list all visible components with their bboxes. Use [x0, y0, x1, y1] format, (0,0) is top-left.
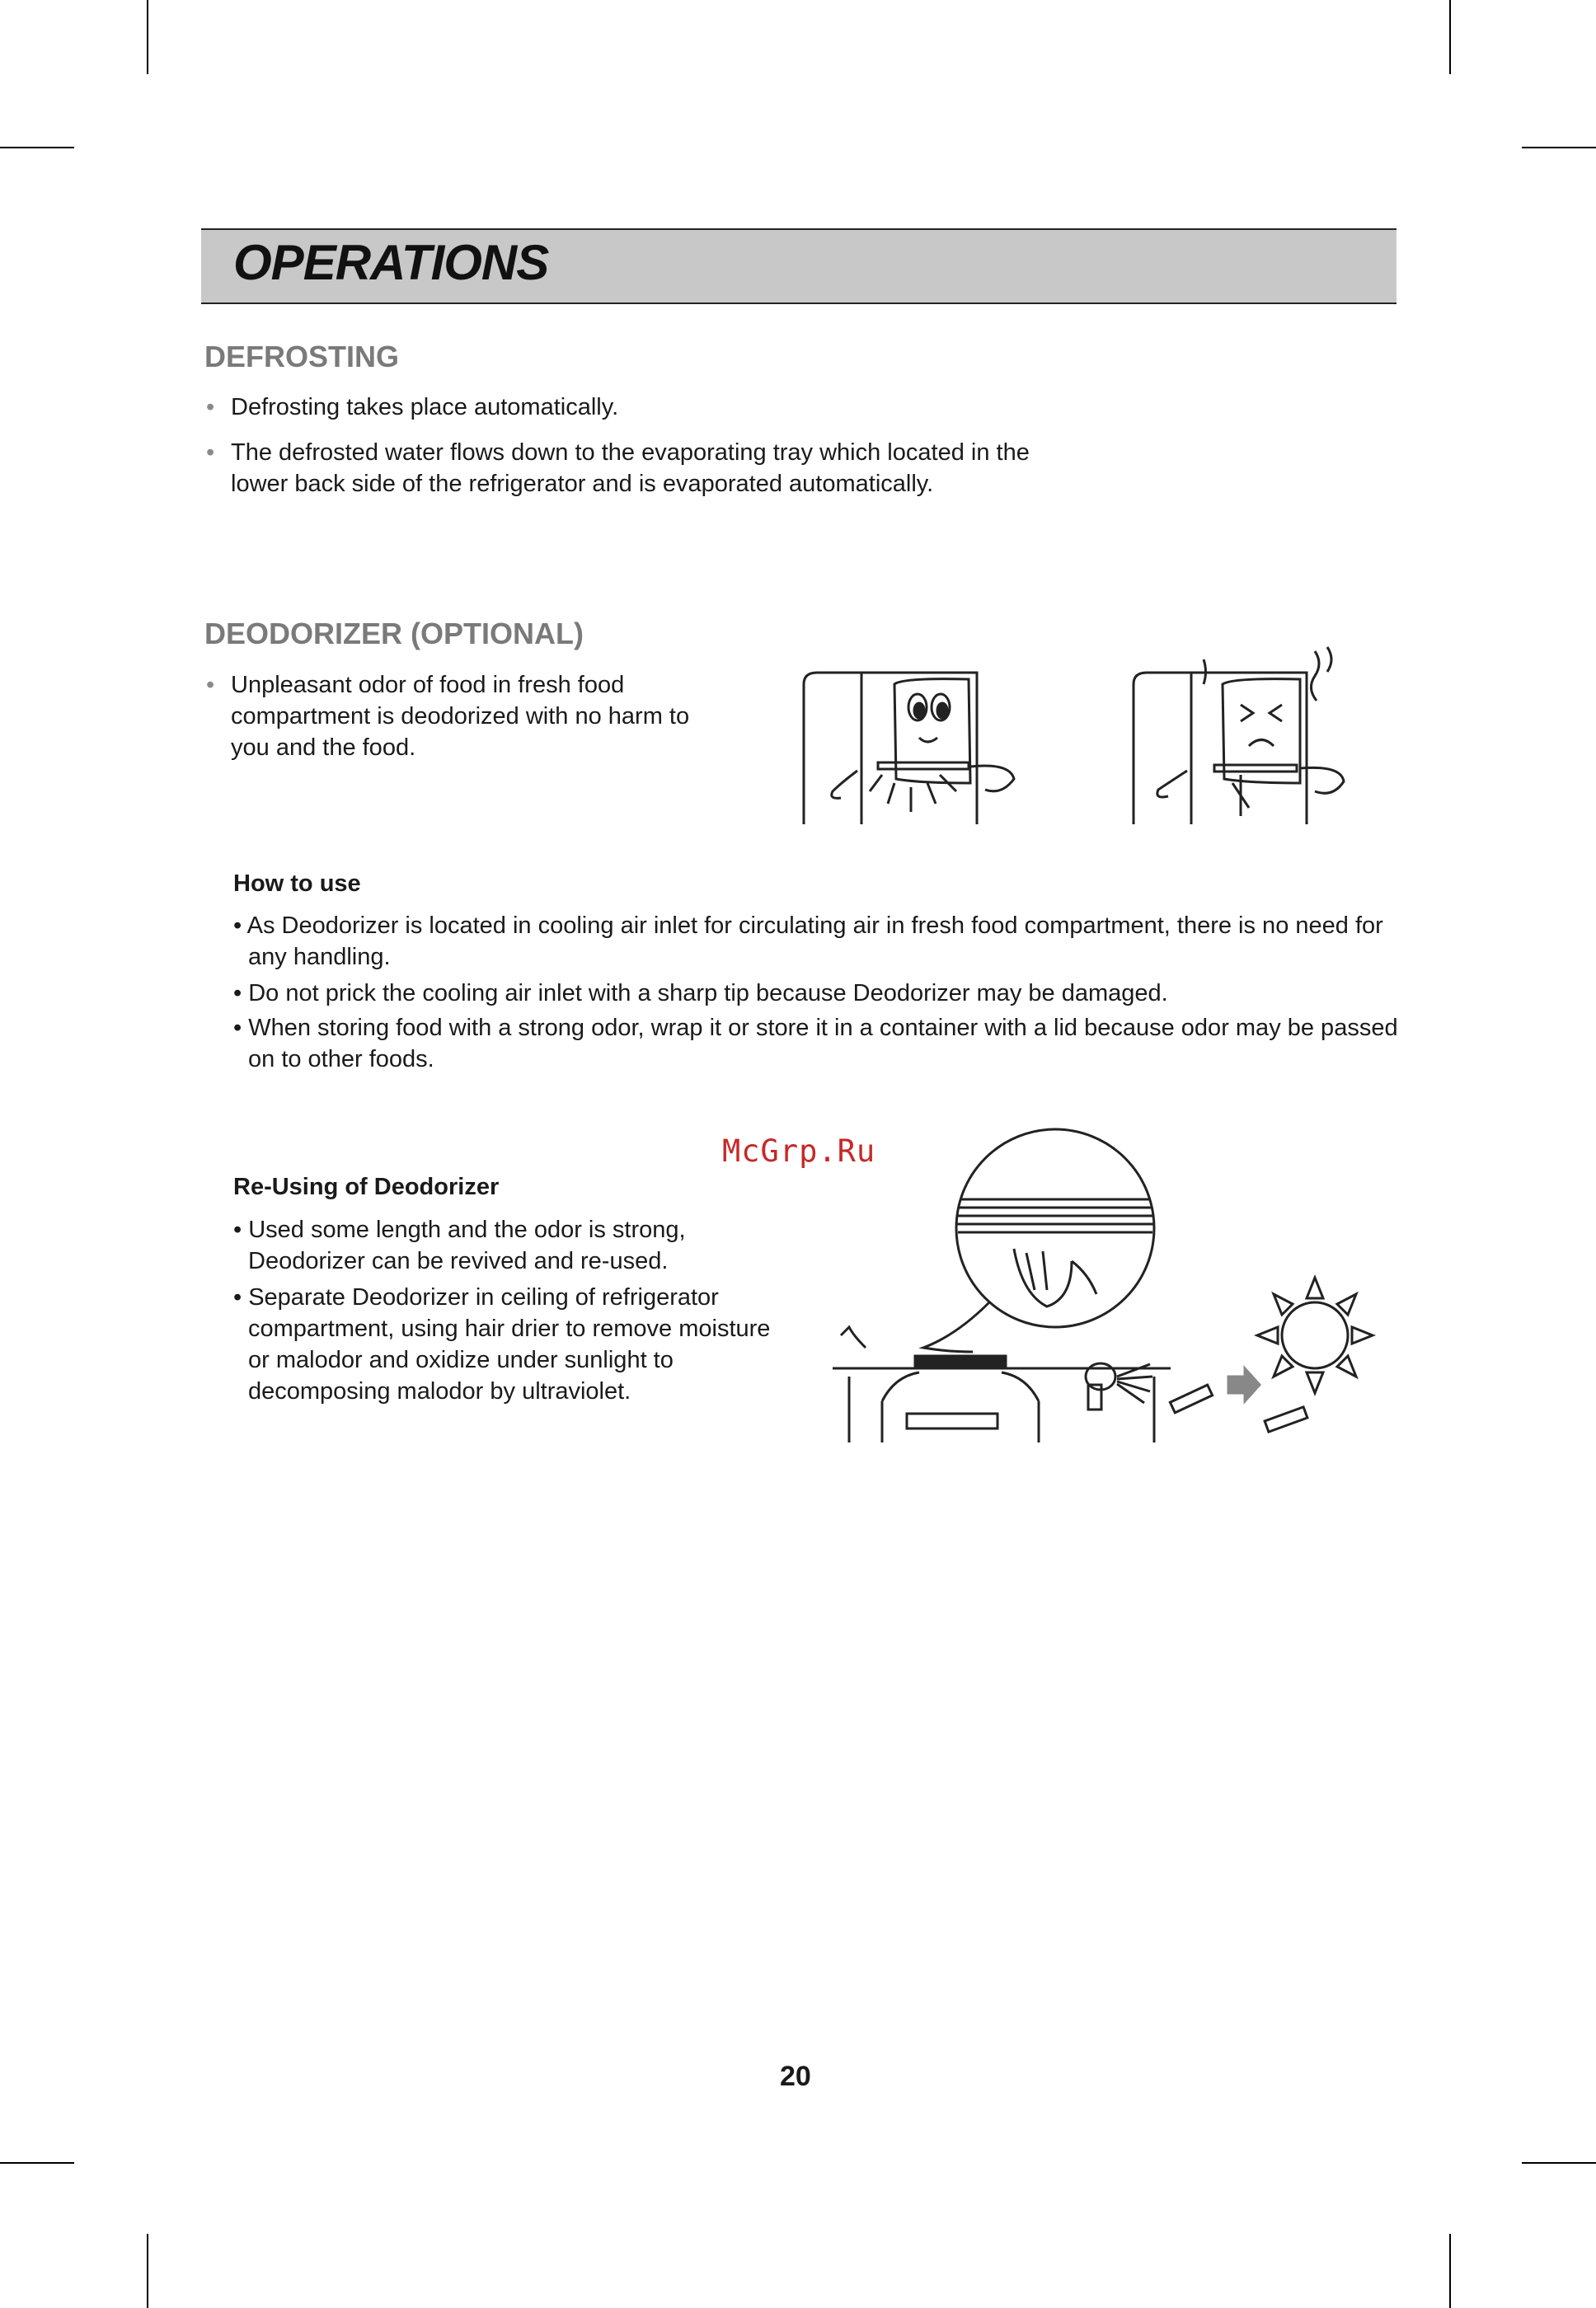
how-to-use-item: • When storing food with a strong odor, wrap it or store it in a container with a lid because odor may be passed on to other foods. — [233, 1015, 1398, 1072]
deodorizer-title: DEODORIZER (OPTIONAL) — [204, 617, 584, 650]
deodorizer-reuse-illustration — [824, 1129, 1393, 1442]
crop-mark — [0, 147, 74, 148]
page-title: OPERATIONS — [233, 235, 549, 290]
crop-mark — [1449, 2234, 1451, 2308]
defrosting-bullet-text: Defrosting takes place automatically. — [231, 394, 619, 420]
crop-mark — [147, 2234, 148, 2308]
defrosting-bullet — [206, 392, 1055, 423]
reusing-title: Re-Using of Deodorizer — [233, 1174, 500, 1200]
defrosting-title: DEFROSTING — [204, 340, 400, 373]
deodorizer-bullet — [206, 669, 734, 763]
crop-mark — [0, 2162, 74, 2164]
crop-mark — [147, 0, 148, 74]
crop-mark — [1449, 0, 1451, 74]
page-number: 20 — [780, 2061, 811, 2092]
defrosting-bullet — [206, 437, 1055, 500]
crop-mark — [1522, 147, 1596, 148]
bullet-dot: • — [206, 672, 215, 698]
bullet-dot: • — [206, 439, 215, 466]
crop-mark — [1522, 2162, 1596, 2164]
how-to-use-title: How to use — [233, 870, 361, 897]
reusing-item: • Used some length and the odor is strong, Deodorizer can be revived and re-used. — [233, 1217, 686, 1274]
deodorizer-bullet-text: Unpleasant odor of food in fresh food compartment is deodorized with no harm to you and the food. — [231, 672, 690, 761]
bullet-dot: • — [206, 394, 215, 420]
how-to-use-item: • As Deodorizer is located in cooling air inlet for circulating air in fresh food compartment, there is no need for any handling. — [233, 912, 1383, 970]
happy-fridge-illustration — [796, 659, 1043, 824]
defrosting-bullet-text: The defrosted water flows down to the evaporating tray which located in the lower back side of the refrigerator and is evaporated automatically. — [231, 439, 1030, 497]
how-to-use-item: • Do not prick the cooling air inlet with a sharp tip because Deodorizer may be damaged. — [233, 980, 1168, 1006]
stinky-fridge-illustration — [1125, 643, 1373, 824]
watermark: McGrp.Ru — [722, 1133, 876, 1169]
reusing-item: • Separate Deodorizer in ceiling of refrigerator compartment, using hair drier to remove moisture or malodor and oxidize under sunlight to decomposing malodor by ultraviolet. — [233, 1284, 771, 1405]
